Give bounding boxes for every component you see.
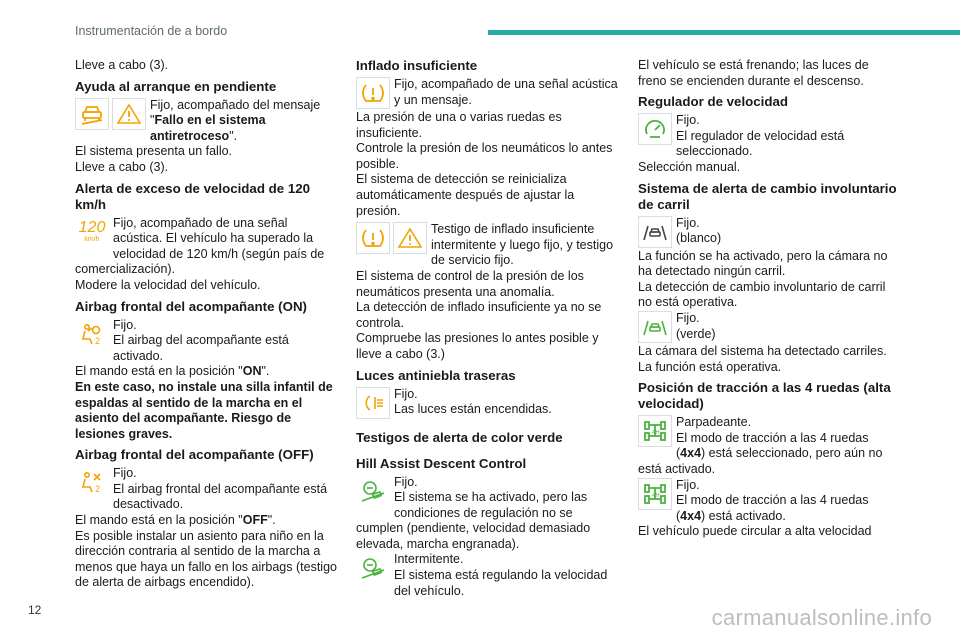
cruise-desc1: Fijo. — [676, 113, 700, 128]
inflation-title: Inflado insuficiente — [356, 58, 478, 73]
cruise-title: Regulador de velocidad — [638, 94, 788, 110]
column-1 — [75, 58, 337, 591]
inflation-desc-b: Testigo de inflado insuficiente intermitente y luego fijo, y testigo de servicio fijo. — [431, 222, 614, 268]
caution-triangle-icon — [112, 98, 146, 130]
speed-icon-number: 120 — [78, 218, 106, 236]
intro-text: Lleve a cabo (3). — [75, 58, 169, 72]
speed-120-icon — [75, 216, 109, 248]
rear-fog-light-icon — [356, 387, 390, 419]
tyre-pressure-icon — [356, 222, 390, 254]
speed-icon-unit: km/h — [84, 235, 100, 243]
lane-icons-b — [638, 311, 672, 343]
hill-descent-desc1: Fijo. — [394, 474, 418, 489]
four-wheel-drive-icon — [638, 478, 672, 510]
airbag-on-desc1: Fijo. — [113, 317, 137, 332]
hill-start-desc-a: Fijo, acompañado del mensaje " — [150, 97, 321, 128]
airbag-on-pos-a: El mando está en la posición " — [75, 364, 243, 379]
watermark: carmanualsonline.info — [711, 605, 932, 630]
airbag-off-line3: Es posible instalar un asiento para niño en la dirección contraria al sentido de la marcha a menos que haya un fallo en los airbags (testigo de alerta de airbags encendido). — [75, 528, 337, 590]
braking-text: El vehículo se está frenando; las luces de freno se encienden durante el descenso. — [638, 58, 869, 88]
awd-desc4-c: ) está activado. — [701, 508, 786, 523]
column-2 — [356, 58, 622, 599]
hill-start-icons — [75, 98, 146, 130]
airbag-off-icon — [75, 466, 109, 498]
airbag-on-position — [75, 364, 337, 380]
hill-start-line2: El sistema presenta un fallo. — [75, 144, 233, 159]
airbag-on-title: Airbag frontal del acompañante (ON) — [75, 298, 307, 314]
header-accent-bar — [488, 30, 960, 35]
cruise-icons — [638, 113, 672, 145]
airbag-on-desc2: El airbag del acompañante está activado. — [113, 333, 289, 363]
airbag-off-pos-c: ". — [267, 513, 276, 528]
inflation-desc: Fijo, acompañado de una señal acústica y un mensaje. — [394, 77, 618, 107]
lane-title: Sistema de alerta de cambio involuntario de carril — [638, 180, 897, 212]
caution-triangle-icon — [393, 222, 427, 254]
rear-fog-desc1: Fijo. — [394, 386, 418, 401]
airbag-off-pos-value: OFF — [242, 513, 268, 528]
awd-desc4-mode: 4x4 — [680, 508, 702, 523]
lane-departure-white-icon — [638, 216, 672, 248]
hill-start-line3: Lleve a cabo (3). — [75, 159, 169, 174]
svg-text:2: 2 — [95, 484, 101, 495]
airbag-off-icons — [75, 466, 109, 498]
awd-desc1: Parpadeante. — [676, 415, 752, 430]
rear-fog-title: Luces antiniebla traseras — [356, 367, 516, 383]
hill-descent-icons-b — [356, 552, 390, 584]
inflation-line6: La detección de inflado insuficiente ya no se controla. — [356, 300, 602, 330]
lane-icons-a — [638, 216, 672, 248]
airbag-on-icons — [75, 318, 109, 350]
hill-descent-icon — [356, 552, 390, 584]
hill-start-desc-c: ". — [229, 128, 238, 143]
rear-fog-icons — [356, 387, 390, 419]
awd-desc3: Fijo. — [676, 477, 700, 492]
lane-desc2: (blanco) — [676, 231, 722, 246]
cruise-desc2: El regulador de velocidad está seleccionado. — [676, 128, 845, 159]
airbag-off-pos-a: El mando está en la posición " — [75, 513, 243, 528]
cruise-line2: Selección manual. — [638, 159, 741, 174]
hill-descent-title: Hill Assist Descent Control — [356, 455, 527, 471]
rear-fog-desc2: Las luces están encendidas. — [394, 402, 552, 417]
svg-text:4H: 4H — [652, 430, 660, 437]
airbag-off-title: Airbag frontal del acompañante (OFF) — [75, 447, 314, 463]
column-3 — [638, 58, 900, 540]
green-warnings-title: Testigos de alerta de color verde — [356, 429, 563, 445]
lane-line3: La detección de cambio involuntario de carril no está operativa. — [638, 279, 886, 310]
airbag-on-pos-c: ". — [261, 364, 270, 379]
inflation-line4: El sistema de detección se reinicializa automáticamente después de ajustar la presión. — [356, 172, 575, 218]
awd-line5: El vehículo puede circular a alta velocidad — [638, 524, 872, 539]
awd-icons-a — [638, 415, 672, 447]
speed-alert-line2: Modere la velocidad del vehículo. — [75, 277, 261, 292]
awd-desc2 — [638, 431, 900, 478]
hill-start-message: Fallo en el sistema antiretroceso — [150, 113, 266, 143]
four-wheel-drive-icon — [638, 415, 672, 447]
inflation-icons-a — [356, 77, 390, 109]
airbag-off-position — [75, 513, 337, 529]
speed-alert-icons — [75, 216, 109, 248]
speed-alert-title: Alerta de exceso de velocidad de 120 km/h — [75, 180, 311, 212]
tyre-pressure-icon — [356, 77, 390, 109]
airbag-off-desc2: El airbag frontal del acompañante está desactivado. — [113, 481, 328, 512]
hill-start-title: Ayuda al arranque en pendiente — [75, 78, 277, 94]
page-number: 12 — [28, 603, 42, 617]
lane-desc4: (verde) — [676, 326, 716, 341]
lane-line5: La función está operativa. — [638, 359, 782, 374]
speed-alert-desc: Fijo, acompañado de una señal acústica. El vehículo ha superado la velocidad de 120 km/h (según país de comercialización). — [75, 215, 325, 277]
cruise-control-icon — [638, 113, 672, 145]
lane-desc3: Fijo. — [676, 310, 700, 325]
inflation-line2: La presión de una o varias ruedas es insuficiente. — [356, 110, 562, 140]
svg-text:4H: 4H — [652, 492, 660, 499]
awd-desc4-a: El modo de tracción a las 4 ruedas ( — [676, 493, 869, 523]
awd-desc4 — [638, 493, 900, 524]
airbag-on-pos-value: ON — [242, 364, 262, 379]
svg-text:2: 2 — [95, 335, 101, 346]
hill-descent-desc3: Intermitente. — [394, 552, 464, 567]
running-header: Instrumentación de a bordo — [75, 24, 228, 38]
inflation-icons-b — [356, 222, 427, 254]
hill-descent-icons-a — [356, 475, 390, 507]
awd-title: Posición de tracción a las 4 ruedas (alta velocidad) — [638, 380, 891, 412]
inflation-line7: Compruebe las presiones lo antes posible y lleve a cabo (3.) — [356, 331, 599, 361]
hill-descent-desc2: El sistema se ha activado, pero las condiciones de regulación no se cumplen (pendiente, velocidad demasiado elevada, marcha engranada). — [356, 490, 591, 551]
awd-desc2-c: ) está seleccionado, pero aún no está activado. — [638, 446, 883, 476]
inflation-line3: Controle la presión de los neumáticos lo antes posible. — [356, 141, 613, 171]
lane-desc1: Fijo. — [676, 215, 700, 230]
awd-desc2-a: El modo de tracción a las 4 ruedas ( — [676, 430, 869, 461]
airbag-off-desc1: Fijo. — [113, 466, 137, 481]
lane-departure-green-icon — [638, 311, 672, 343]
lane-line4: La cámara del sistema ha detectado carriles. — [638, 343, 887, 358]
lane-line2: La función se ha activado, pero la cámara no ha detectado ningún carril. — [638, 248, 888, 279]
hill-descent-desc4: El sistema está regulando la velocidad del vehículo. — [394, 568, 608, 598]
hill-descent-icon — [356, 475, 390, 507]
hill-start-car-icon — [75, 98, 109, 130]
inflation-line5: El sistema de control de la presión de los neumáticos presenta una anomalía. — [356, 268, 584, 299]
awd-desc2-mode: 4x4 — [680, 446, 702, 461]
airbag-on-icon — [75, 318, 109, 350]
airbag-on-warning: En este caso, no instale una silla infantil de espaldas al sentido de la marcha en el asiento del acompañante. Riesgo de lesiones graves. — [75, 379, 333, 441]
awd-icons-b — [638, 478, 672, 510]
